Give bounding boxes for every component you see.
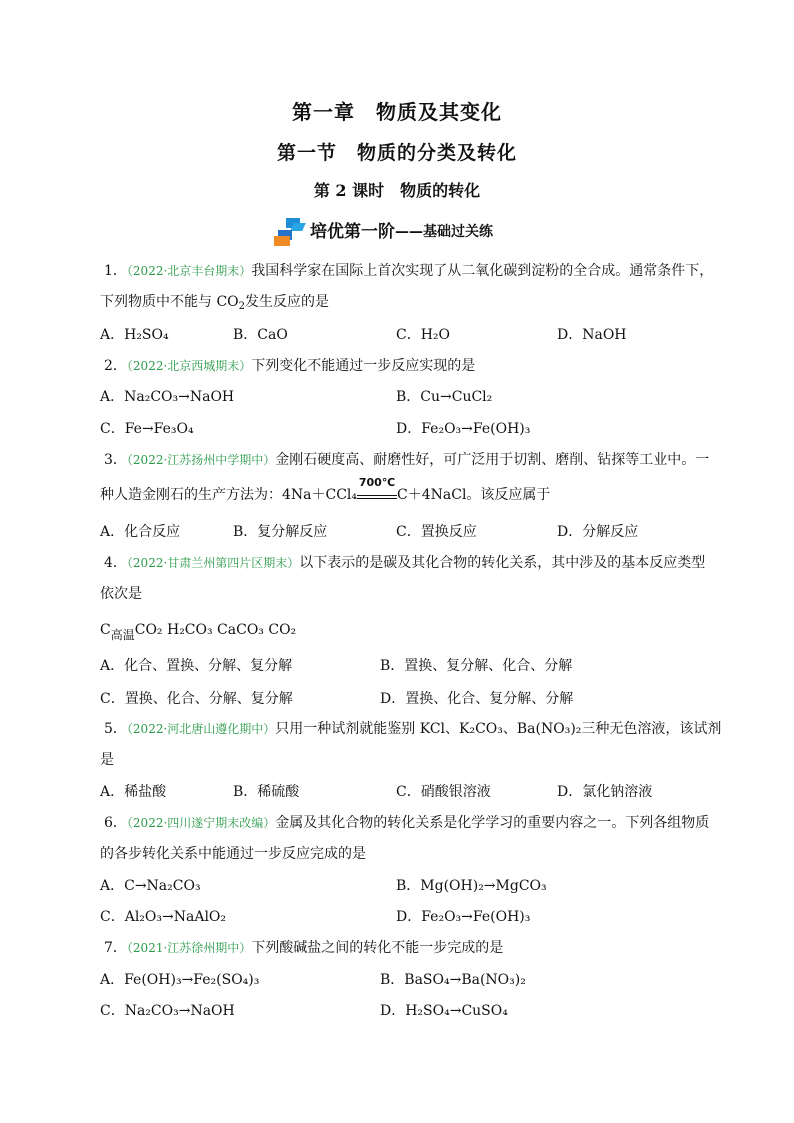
q6-source: （2022·四川遂宁期末改编） <box>126 816 276 830</box>
q2-source: （2022·北京西城期末） <box>126 359 252 373</box>
q7-option-d: D．H₂SO₄→CuSO₄ <box>380 1003 508 1019</box>
level-banner <box>274 218 493 246</box>
section-title: 第一节 物质的分类及转化 <box>276 142 517 164</box>
q5-option-a: A．稀盐酸 <box>100 784 167 800</box>
q6-option-d: D．Fe₂O₃→Fe(OH)₃ <box>396 909 531 925</box>
q6-option-c: C．Al₂O₃→NaAlO₂ <box>100 909 227 925</box>
q2-line1: 2．（2022·北京西城期末）下列变化不能通过一步反应实现的是 <box>104 358 476 374</box>
reaction-condition: 700℃ <box>357 486 397 499</box>
q1-option-c: C．H₂O <box>396 327 451 343</box>
q3-source: （2022·江苏扬州中学期中） <box>126 453 276 467</box>
q4-line2: 依次是 <box>100 586 142 602</box>
q6-option-a: A．C→Na₂CO₃ <box>100 878 201 894</box>
q4-option-d: D．置换、化合、复分解、分解 <box>380 691 574 707</box>
q2-option-d: D．Fe₂O₃→Fe(OH)₃ <box>396 421 531 437</box>
q4-option-c: C．置换、化合、分解、复分解 <box>100 691 293 707</box>
q2-option-b: B．Cu→CuCl₂ <box>396 389 493 405</box>
q6-line2: 的各步转化关系中能通过一步反应完成的是 <box>100 846 366 862</box>
q6-option-b: B．Mg(OH)₂→MgCO₃ <box>396 878 547 894</box>
stairs-logo-icon <box>274 218 308 246</box>
q2-option-c: C．Fe→Fe₃O₄ <box>100 421 194 437</box>
q5-line1: 5．（2022·河北唐山遵化期中）只用一种试剂就能鉴别 KCl、K₂CO₃、Ba(NO₃)₂三种无色溶液，该试剂 <box>104 721 722 737</box>
q7-option-b: B．BaSO₄→Ba(NO₃)₂ <box>380 972 526 988</box>
q4-option-a: A．化合、置换、分解、复分解 <box>100 658 293 674</box>
q7-source: （2021·江苏徐州期中） <box>126 941 252 955</box>
q5-option-c: C．硝酸银溶液 <box>396 784 491 800</box>
q5-option-d: D．氯化钠溶液 <box>557 784 653 800</box>
banner-main: 培优第一阶 <box>310 222 395 242</box>
chapter-title: 第一章 物质及其变化 <box>292 100 502 124</box>
q1-source: （2022·北京丰台期末） <box>126 264 252 278</box>
q3-line1: 3．（2022·江苏扬州中学期中）金刚石硬度高、耐磨性好，可广泛用于切割、磨削、钻探等工业中。一 <box>104 452 710 468</box>
q2-option-a: A．Na₂CO₃→NaOH <box>100 389 235 405</box>
q4-line1: 4．（2022·甘肃兰州第四片区期末）以下表示的是碳及其化合物的转化关系，其中涉及的基本反应类型 <box>104 555 706 571</box>
q5-option-b: B．稀硫酸 <box>233 784 300 800</box>
q1-option-b: B．CaO <box>233 327 288 343</box>
q4-option-b: B．置换、复分解、化合、分解 <box>380 658 573 674</box>
q3-option-c: C．置换反应 <box>396 524 477 540</box>
banner-sub: ——基础过关练 <box>395 224 493 240</box>
q3-line2: 种人造金刚石的生产方法为：4Na＋CCl₄ 700℃ C＋4NaCl。该反应属于 <box>100 476 551 503</box>
q7-line1: 7．（2021·江苏徐州期中）下列酸碱盐之间的转化不能一步完成的是 <box>104 940 504 956</box>
q5-line2: 是 <box>100 752 114 768</box>
q4-chain: C高温CO₂ H₂CO₃ CaCO₃ CO₂ <box>100 622 297 642</box>
q4-source: （2022·甘肃兰州第四片区期末） <box>126 556 300 570</box>
q7-option-c: C．Na₂CO₃→NaOH <box>100 1003 235 1019</box>
q1-line1: 1．（2022·北京丰台期末）我国科学家在国际上首次实现了从二氧化碳到淀粉的全合成。通常条件下， <box>104 263 714 279</box>
q1-line2: 下列物质中不能与 $CO_2$发生反应的是 <box>100 294 330 312</box>
q3-option-b: B．复分解反应 <box>233 524 328 540</box>
q3-option-d: D．分解反应 <box>557 524 639 540</box>
q7-option-a: A．Fe(OH)₃→Fe₂(SO₄)₃ <box>100 972 260 988</box>
q1-option-a: A．H₂SO₄ <box>100 327 169 343</box>
q5-source: （2022·河北唐山遵化期中） <box>126 722 276 736</box>
lesson-title: 第 2 课时 物质的转化 <box>313 181 481 200</box>
q1-option-d: D．NaOH <box>557 327 627 343</box>
q6-line1: 6．（2022·四川遂宁期末改编）金属及其化合物的转化关系是化学学习的重要内容之一。下列各组物质 <box>104 815 710 831</box>
q3-option-a: A．化合反应 <box>100 524 181 540</box>
